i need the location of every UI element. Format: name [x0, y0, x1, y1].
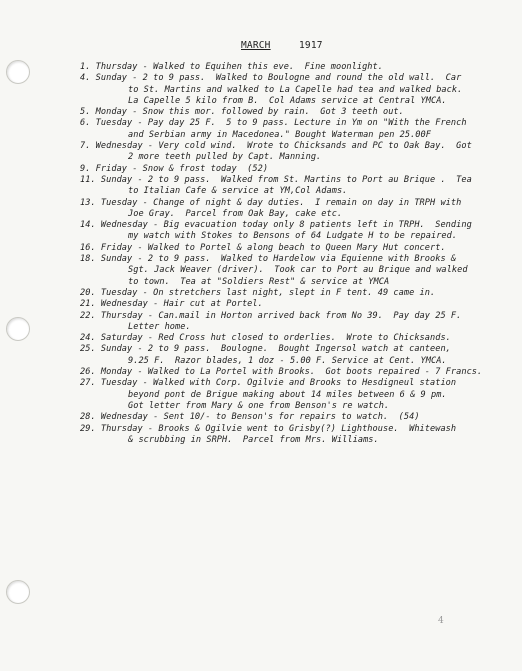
page-header: [0, 40, 522, 54]
entry-first-line: 13. Tuesday - Change of night & day duties. I remain on day in TRPH with: [80, 197, 462, 208]
diary-entry: [80, 62, 500, 73]
diary-entry: [80, 299, 500, 310]
entry-continuation-line: Got letter from Mary & one from Benson's re watch.: [128, 400, 390, 411]
entry-first-line: 20. Tuesday - On stretchers last night, slept in F tent. 49 came in.: [80, 287, 436, 298]
entry-continuation-line: my watch with Stokes to Bensons of 64 Ludgate H to be repaired.: [128, 231, 458, 242]
diary-entry: [80, 73, 500, 107]
diary-entry: [80, 243, 500, 254]
diary-entry: [80, 198, 500, 221]
entry-continuation-line: 9.25 F. Razor blades, 1 doz - 5.00 F. Service at Cent. YMCA.: [128, 355, 447, 366]
entry-first-line: 6. Tuesday - Pay day 25 F. 5 to 9 pass. Lecture in Ym on "With the French: [80, 118, 467, 129]
punch-hole-middle: [6, 317, 30, 341]
entry-continuation-line: 2 more teeth pulled by Capt. Manning.: [128, 152, 322, 163]
entry-first-line: 4. Sunday - 2 to 9 pass. Walked to Boulogne and round the old wall. Car: [80, 73, 462, 84]
entry-first-line: 25. Sunday - 2 to 9 pass. Boulogne. Bought Ingersol watch at canteen,: [80, 344, 451, 355]
entry-continuation-line: Joe Gray. Parcel from Oak Bay, cake etc.: [128, 208, 343, 219]
entry-first-line: 9. Friday - Snow & frost today (52): [80, 163, 269, 174]
entry-first-line: 11. Sunday - 2 to 9 pass. Walked from St. Martins to Port au Brique . Tea: [80, 174, 472, 185]
diary-entry: [80, 311, 500, 334]
punch-hole-top: [6, 60, 30, 84]
diary-entries: [80, 62, 500, 446]
entry-continuation-line: beyond pont de Brigue making about 14 miles between 6 & 9 pm.: [128, 389, 447, 400]
diary-entry: [80, 164, 500, 175]
entry-continuation-line: & scrubbing in SRPH. Parcel from Mrs. Williams.: [128, 434, 379, 445]
entry-first-line: 29. Thursday - Brooks & Ogilvie went to Grisby(?) Lighthouse. Whitewash: [80, 423, 457, 434]
entry-continuation-line: to Italian Cafe & service at YM,Col Adams.: [128, 186, 348, 197]
diary-entry: [80, 118, 500, 141]
entry-first-line: 16. Friday - Walked to Portel & along beach to Queen Mary Hut concert.: [80, 242, 446, 253]
entry-continuation-line: La Capelle 5 kilo from B. Col Adams service at Central YMCA.: [128, 95, 447, 106]
entry-continuation-line: Sgt. Jack Weaver (driver). Took car to Port au Brique and walked: [128, 265, 468, 276]
entry-first-line: 7. Wednesday - Very cold wind. Wrote to Chicksands and PC to Oak Bay. Got: [80, 141, 472, 152]
diary-entry: [80, 344, 500, 367]
entry-first-line: 27. Tuesday - Walked with Corp. Ogilvie and Brooks to Hesdigneul station: [80, 378, 457, 389]
month-title: MARCH: [241, 40, 271, 51]
entry-first-line: 26. Monday - Walked to La Portel with Brooks. Got boots repaired - 7 Francs.: [80, 367, 483, 378]
entry-first-line: 28. Wednesday - Sent 10/- to Benson's for repairs to watch. (54): [80, 412, 420, 423]
diary-entry: [80, 220, 500, 243]
entry-continuation-line: to town. Tea at "Soldiers Rest" & service at YMCA: [128, 276, 390, 287]
entry-continuation-line: and Serbian army in Macedonea." Bought Waterman pen 25.00F: [128, 129, 431, 140]
diary-entry: [80, 333, 500, 344]
entry-continuation-line: Letter home.: [128, 321, 191, 332]
diary-entry: [80, 288, 500, 299]
entry-first-line: 21. Wednesday - Hair cut at Portel.: [80, 299, 263, 310]
entry-first-line: 24. Saturday - Red Cross hut closed to orderlies. Wrote to Chicksands.: [80, 333, 451, 344]
diary-entry: [80, 367, 500, 378]
diary-entry: [80, 424, 500, 447]
page-number: 4: [438, 616, 444, 626]
punch-hole-bottom: [6, 580, 30, 604]
year-title: 1917: [299, 40, 323, 51]
entry-first-line: 1. Thursday - Walked to Equihen this eve. Fine moonlight.: [80, 62, 383, 72]
diary-entry: [80, 107, 500, 118]
diary-entry: [80, 378, 500, 412]
entry-first-line: 5. Monday - Snow this mor. followed by rain. Got 3 teeth out.: [80, 107, 404, 118]
entry-first-line: 14. Wednesday - Big evacuation today only 8 patients left in TRPH. Sending: [80, 220, 472, 231]
diary-entry: [80, 141, 500, 164]
entry-first-line: 18. Sunday - 2 to 9 pass. Walked to Hardelow via Equienne with Brooks &: [80, 254, 457, 265]
entry-first-line: 22. Thursday - Can.mail in Horton arrived back from No 39. Pay day 25 F.: [80, 310, 462, 321]
diary-entry: [80, 175, 500, 198]
diary-entry: [80, 412, 500, 423]
entry-continuation-line: to St. Martins and walked to La Capelle had tea and walked back.: [128, 84, 463, 95]
diary-entry: [80, 254, 500, 288]
